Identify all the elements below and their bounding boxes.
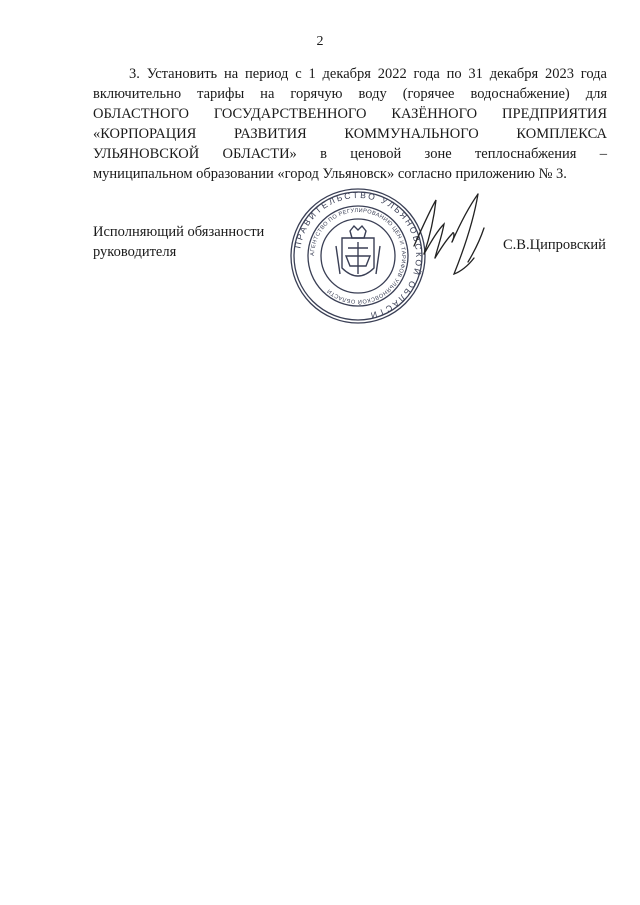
signer-title-line: Исполняющий обязанности: [93, 224, 265, 240]
decree-paragraph: [93, 64, 607, 184]
paragraph-line: муниципальном образовании «город Ульяновск» согласно приложению № 3.: [93, 166, 567, 182]
paragraph-line: 3. Установить на период с 1 декабря 2022 года по 31 декабря 2023 года: [129, 66, 607, 82]
official-seal: [288, 186, 428, 326]
signer-title-line: руководителя: [93, 244, 177, 260]
seal-inner-text: АГЕНТСТВО ПО РЕГУЛИРОВАНИЮ ЦЕН И ТАРИФОВ УЛЬЯНОВСКОЙ ОБЛАСТИ: [309, 207, 407, 305]
page-number: 2: [316, 34, 324, 49]
paragraph-line: включительно тарифы на горячую воду (горячее водоснабжение) для: [93, 86, 607, 102]
paragraph-line: УЛЬЯНОВСКОЙ ОБЛАСТИ» в ценовой зоне теплоснабжения –: [93, 146, 607, 162]
coat-of-arms-icon: [336, 226, 380, 276]
paragraph-line: ОБЛАСТНОГО ГОСУДАРСТВЕННОГО КАЗЁННОГО ПРЕДПРИЯТИЯ: [93, 106, 607, 122]
handwritten-signature: [408, 188, 503, 283]
signer-title: [93, 222, 264, 262]
signer-name: С.В.Ципровский: [503, 237, 606, 253]
paragraph-line: «КОРПОРАЦИЯ РАЗВИТИЯ КОММУНАЛЬНОГО КОМПЛЕКСА: [93, 126, 607, 142]
seal-outer-text: ПРАВИТЕЛЬСТВО УЛЬЯНОВСКОЙ ОБЛАСТИ: [292, 189, 425, 322]
